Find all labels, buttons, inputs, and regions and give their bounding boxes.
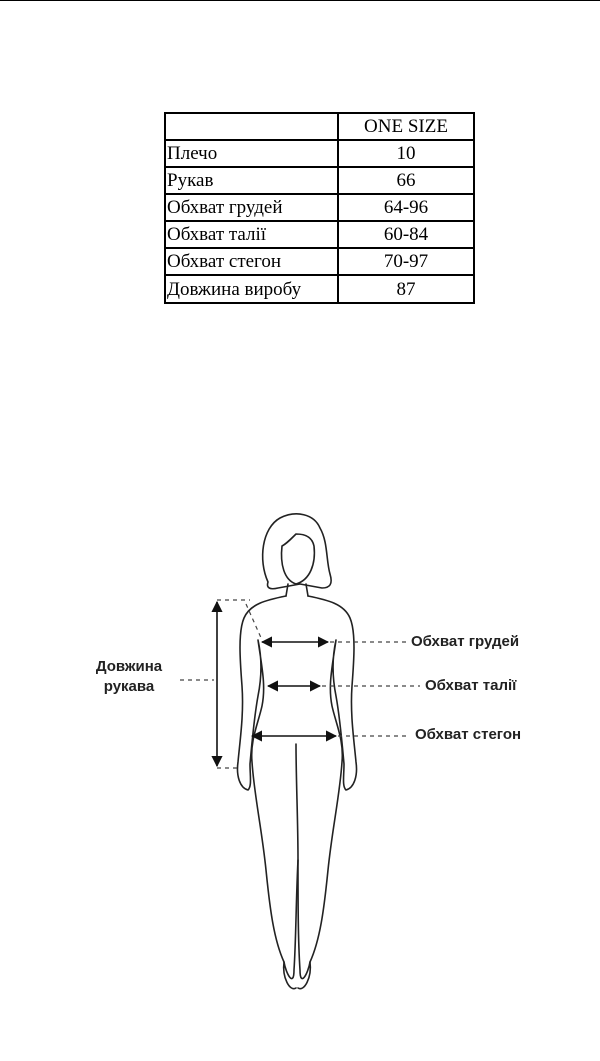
table-row <box>165 194 474 221</box>
table-header-empty-cell <box>165 113 338 140</box>
body-left-outline <box>237 596 298 979</box>
row-label-waist: Обхват талії <box>165 221 338 248</box>
table-row <box>165 167 474 194</box>
size-table <box>164 112 475 304</box>
table-row <box>165 221 474 248</box>
table-row <box>165 248 474 275</box>
row-value-waist: 60-84 <box>338 221 474 248</box>
table-row <box>165 275 474 303</box>
row-value-hips: 70-97 <box>338 248 474 275</box>
hair-outline <box>263 514 331 589</box>
table-row <box>165 140 474 167</box>
chest-label: Обхват грудей <box>411 633 520 650</box>
row-value-sleeve: 66 <box>338 167 474 194</box>
hips-label: Обхват стегон <box>415 726 522 743</box>
table-header-size: ONE SIZE <box>338 113 474 140</box>
row-value-chest: 64-96 <box>338 194 474 221</box>
body-right-outline <box>298 596 357 979</box>
female-silhouette-illustration <box>0 500 600 1061</box>
row-label-shoulder: Плечо <box>165 140 338 167</box>
waist-label: Обхват талії <box>425 677 517 694</box>
row-label-hips: Обхват стегон <box>165 248 338 275</box>
row-value-shoulder: 10 <box>338 140 474 167</box>
face-outline <box>282 534 315 584</box>
row-label-sleeve: Рукав <box>165 167 338 194</box>
table-header-row <box>165 113 474 140</box>
sleeve-length-label: Довжина рукава <box>95 658 163 695</box>
top-border-line <box>0 0 600 1</box>
row-value-length: 87 <box>338 275 474 303</box>
row-label-length: Довжина виробу <box>165 275 338 303</box>
sleeve-shoulder-dash <box>246 604 262 640</box>
row-label-chest: Обхват грудей <box>165 194 338 221</box>
body-measurement-diagram <box>0 500 600 1061</box>
